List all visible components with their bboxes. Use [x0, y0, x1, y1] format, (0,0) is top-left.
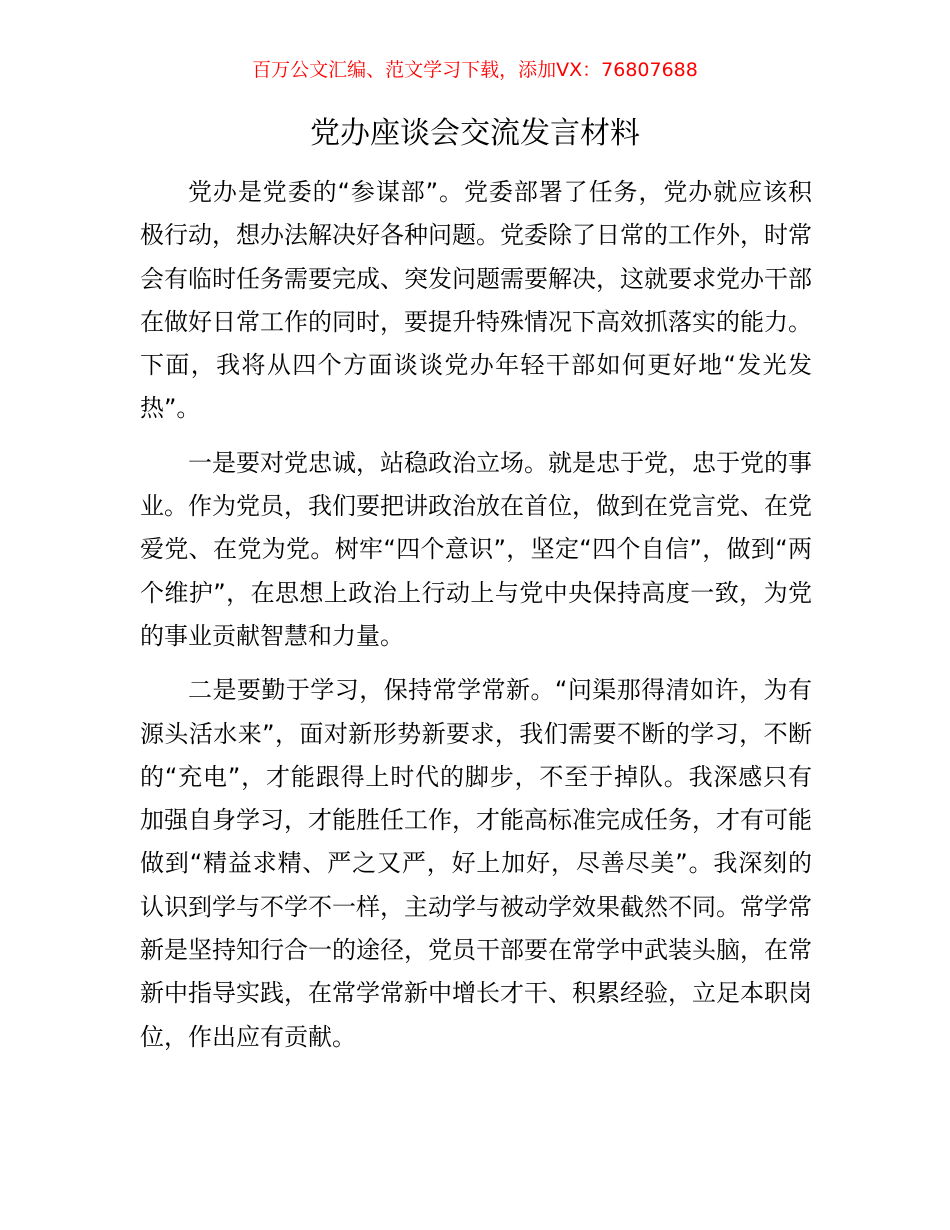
header-watermark: 百万公文汇编、范文学习下载，添加VX：76807688	[252, 59, 698, 81]
paragraph-study: 二是要勤于学习，保持常学常新。“问渠那得清如许，为有源头活水来”，面对新形势新要求，我们需要不断的学习，不断的“充电”，才能跟得上时代的脚步，不至于掉队。我深感只有加强自身学习，才能胜任工作，才能高标准完成任务，才有可能做到“精益求精、严之又严，好上加好，尽善尽美”。我深刻的认识到学与不学不一样，主动学与被动学效果截然不同。常学常新是坚持知行合一的途径，党员干部要在常学中武装头脑，在常新中指导实践，在常学常新中增长才干、积累经验，立足本职岗位，作出应有贡献。	[140, 676, 812, 1051]
paragraph-loyalty: 一是要对党忠诚，站稳政治立场。就是忠于党，忠于党的事业。作为党员，我们要把讲政治放在首位，做到在党言党、在党爱党、在党为党。树牢“四个意识”，坚定“四个自信”，做到“两个维护”，在思想上政治上行动上与党中央保持高度一致，为党的事业贡献智慧和力量。	[140, 448, 812, 650]
document-body	[140, 171, 812, 1070]
document-title: 党办座谈会交流发言材料	[310, 116, 640, 151]
paragraph-intro: 党办是党委的“参谋部”。党委部署了任务，党办就应该积极行动，想办法解决好各种问题。党委除了日常的工作外，时常会有临时任务需要完成、突发问题需要解决，这就要求党办干部在做好日常工作的同时，要提升特殊情况下高效抓落实的能力。下面，我将从四个方面谈谈党办年轻干部如何更好地“发光发热”。	[140, 178, 812, 423]
